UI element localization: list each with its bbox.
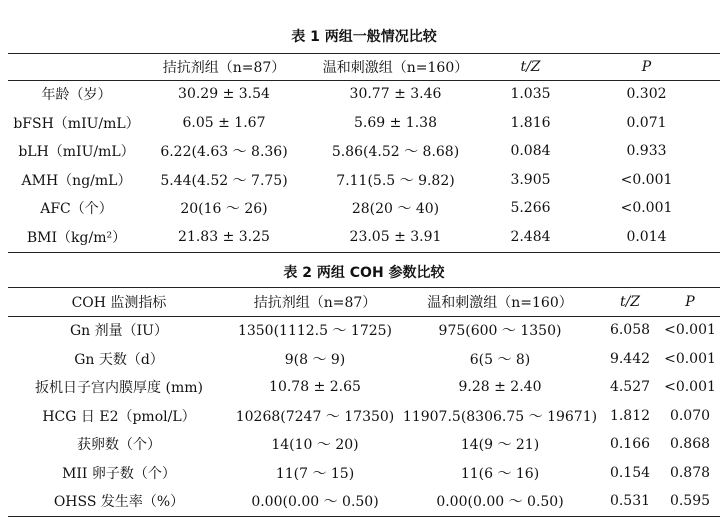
table-cell: 0.868 <box>669 436 711 453</box>
table-cell: <0.001 <box>664 350 716 367</box>
table-row <box>8 316 720 345</box>
table1-header-row <box>8 54 720 80</box>
table-cell: 0.084 <box>510 143 551 160</box>
table2-header-cell: P <box>685 294 695 310</box>
table1-header-cell: P <box>641 59 652 75</box>
table-row <box>8 80 720 109</box>
table-cell: 0.071 <box>626 114 667 131</box>
row-label: 扳机日子宫内膜厚度 (mm) <box>35 380 203 397</box>
table2-header-cell: 拮抗剂组（n=87） <box>253 295 377 311</box>
table-cell: 0.166 <box>609 436 651 453</box>
table-cell: 5.86(4.52 ～ 8.68) <box>331 144 460 161</box>
table-cell: 1.816 <box>510 114 551 131</box>
row-label: BMI（kg/m²） <box>26 229 127 246</box>
table2-bottom-rule <box>8 516 720 517</box>
row-label: HCG 日 E2（pmol/L） <box>42 408 196 425</box>
table-cell: 1.035 <box>510 86 551 103</box>
table-row <box>8 345 720 374</box>
table-cell: 21.83 ± 3.25 <box>178 228 270 245</box>
row-label: bFSH（mIU/mL） <box>13 115 140 132</box>
table-cell: 10.78 ± 2.65 <box>269 379 361 396</box>
table-cell: 0.933 <box>626 143 667 160</box>
table1 <box>8 54 720 251</box>
table1-header-cell: 拮抗剂组（n=87） <box>162 60 286 76</box>
table-cell: 2.484 <box>510 228 551 245</box>
table1-header-cell: t/Z <box>520 59 541 75</box>
table-row <box>8 137 720 166</box>
table1-bottom-rule <box>8 252 720 253</box>
table-cell: 975(600 ～ 1350) <box>438 323 562 340</box>
row-label: 年龄（岁） <box>41 87 112 104</box>
table-row <box>8 194 720 223</box>
table-cell: 0.00(0.00 ～ 0.50) <box>251 494 379 511</box>
table-cell: 0.302 <box>626 86 667 103</box>
table-row <box>8 430 720 459</box>
table-cell: 0.014 <box>626 228 667 245</box>
table-row <box>8 459 720 488</box>
table-cell: 3.905 <box>510 171 551 188</box>
table-cell: 0.00(0.00 ～ 0.50) <box>436 494 564 511</box>
table-cell: 5.266 <box>510 200 551 217</box>
table-cell: 0.878 <box>669 464 711 481</box>
table2-header-cell: COH 监测指标 <box>71 295 167 311</box>
table-cell: 1350(1112.5 ～ 1725) <box>237 323 393 340</box>
table-cell: 28(20 ～ 40) <box>351 201 440 218</box>
table-row <box>8 166 720 195</box>
table-cell: 30.77 ± 3.46 <box>349 86 442 103</box>
row-label: MII 卵子数（个） <box>62 465 176 482</box>
table-cell: 9.442 <box>609 350 651 367</box>
table2-header-rule <box>8 316 720 317</box>
row-label: Gn 剂量（IU） <box>70 323 168 340</box>
table-cell: 30.29 ± 3.54 <box>178 86 270 103</box>
row-label: 获卵数（个） <box>77 437 161 454</box>
table-row <box>8 373 720 402</box>
table2-header-cell: t/Z <box>619 294 641 310</box>
table-cell: 7.11(5.5 ～ 9.82) <box>336 172 455 189</box>
table-cell: 14(10 ～ 20) <box>271 437 359 454</box>
table-cell: <0.001 <box>620 171 673 188</box>
table-cell: 11907.5(8306.75 ～ 19671) <box>402 408 598 425</box>
table1-header-cell <box>8 54 145 80</box>
row-label: AMH（ng/mL） <box>21 172 132 189</box>
table1-header-rule <box>8 80 720 81</box>
table-cell: 0.595 <box>669 493 711 510</box>
table-cell: 5.69 ± 1.38 <box>354 114 437 131</box>
table-cell: 6.05 ± 1.67 <box>182 114 266 131</box>
row-label: Gn 天数（d） <box>74 351 164 368</box>
table2-caption: 表 2 两组 COH 参数比较 <box>283 265 445 281</box>
table-row <box>8 109 720 138</box>
table-cell: 5.44(4.52 ～ 7.75) <box>160 172 288 189</box>
table-cell: 14(9 ～ 21) <box>460 437 540 454</box>
table-cell: 9(8 ～ 9) <box>284 351 346 368</box>
table-cell: 1.812 <box>609 407 651 424</box>
table-cell: 6(5 ～ 8) <box>469 351 531 368</box>
row-label: AFC（个） <box>40 201 113 218</box>
table-cell: <0.001 <box>620 200 673 217</box>
table-row <box>8 487 720 516</box>
table2-header-cell: 温和刺激组（n=160） <box>427 295 573 311</box>
table-cell: <0.001 <box>664 322 716 339</box>
table-cell: 6.058 <box>609 322 651 339</box>
table-cell: 0.531 <box>609 493 651 510</box>
table-cell: 0.154 <box>609 464 651 481</box>
table-cell: 4.527 <box>609 379 651 396</box>
table-cell: 9.28 ± 2.40 <box>458 379 542 396</box>
table1-caption: 表 1 两组一般情况比较 <box>291 29 437 45</box>
table-cell: 6.22(4.63 ～ 8.36) <box>160 144 288 161</box>
table-cell: <0.001 <box>664 379 716 396</box>
row-label: bLH（mIU/mL） <box>18 144 135 161</box>
table-cell: 10268(7247 ～ 17350) <box>235 408 395 425</box>
table1-header-cell: 温和刺激组（n=160） <box>322 60 469 76</box>
table-cell: 0.070 <box>669 407 711 424</box>
table2 <box>8 288 720 516</box>
table2-header-row <box>8 288 720 316</box>
table-cell: 20(16 ～ 26) <box>180 201 268 218</box>
table-row <box>8 402 720 431</box>
table-cell: 11(6 ～ 16) <box>460 465 540 482</box>
table-row <box>8 223 720 252</box>
table-cell: 11(7 ～ 15) <box>275 465 355 482</box>
row-label: OHSS 发生率（%） <box>53 494 185 511</box>
table-cell: 23.05 ± 3.91 <box>349 228 442 245</box>
